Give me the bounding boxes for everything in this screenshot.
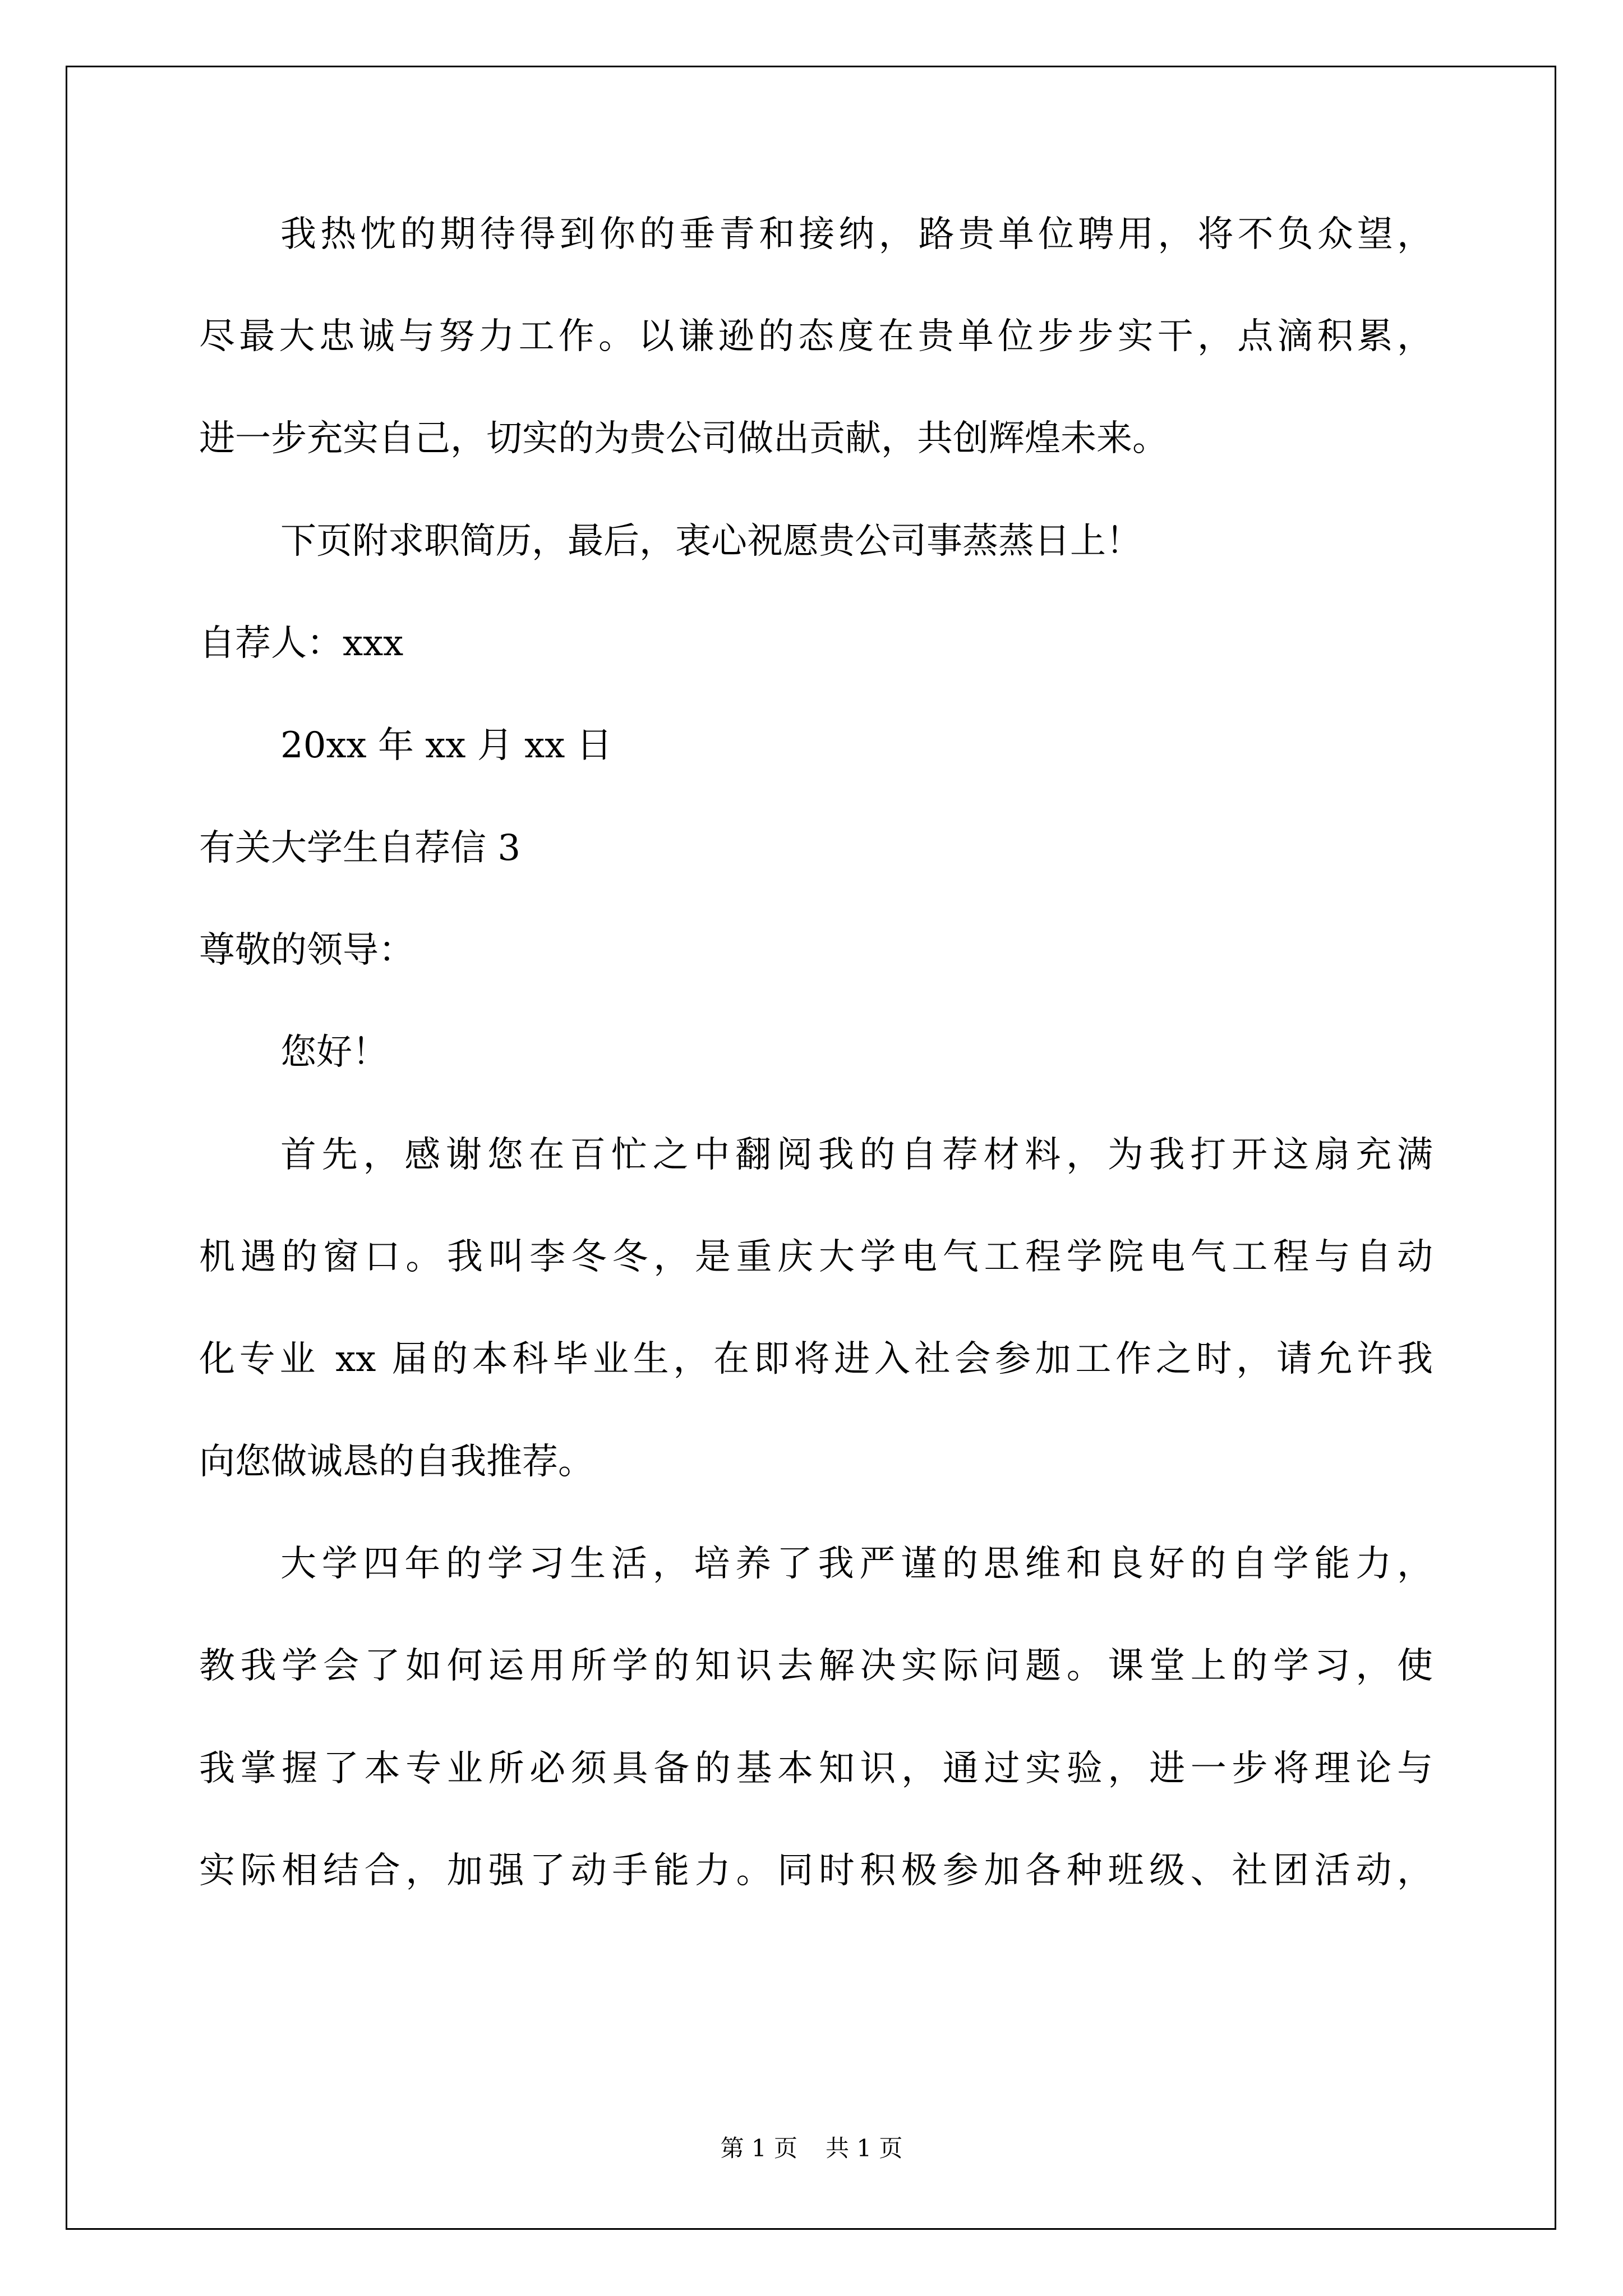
paragraph-line: 我掌握了本专业所必须具备的基本知识，通过实验，进一步将理论与 xyxy=(199,1748,1433,1789)
salutation: 尊敬的领导： xyxy=(199,930,414,971)
page-footer xyxy=(0,2134,1623,2162)
paragraph-line: 向您做诚恳的自我推荐。 xyxy=(199,1441,594,1483)
paragraph-line: 尽最大忠诚与努力工作。以谦逊的态度在贵单位步步实干，点滴积累， xyxy=(199,316,1433,357)
paragraph-line: 实际相结合，加强了动手能力。同时积极参加各种班级、社团活动， xyxy=(199,1850,1433,1892)
signer-line: 自荐人：xxx xyxy=(199,623,404,664)
page-number-total: 共 1 页 xyxy=(826,2134,903,2162)
paragraph-line: 大学四年的学习生活，培养了我严谨的思维和良好的自学能力， xyxy=(280,1543,1433,1585)
paragraph-line: 首先，感谢您在百忙之中翻阅我的自荐材料，为我打开这扇充满 xyxy=(280,1134,1433,1176)
paragraph-line: 进一步充实自己，切实的为贵公司做出贡献，共创辉煌未来。 xyxy=(199,418,1168,459)
paragraph-line: 下页附求职简历，最后，衷心祝愿贵公司事蒸蒸日上！ xyxy=(280,521,1142,562)
greeting: 您好！ xyxy=(280,1032,388,1073)
page-number-current: 第 1 页 xyxy=(720,2134,797,2162)
paragraph-line: 化专业 xx 届的本科毕业生，在即将进入社会参加工作之时，请允许我 xyxy=(199,1338,1433,1380)
paragraph-line: 我热忱的期待得到你的垂青和接纳，路贵单位聘用，将不负众望， xyxy=(280,214,1433,255)
date-line: 20xx 年 xx 月 xx 日 xyxy=(280,725,612,766)
paragraph-line: 教我学会了如何运用所学的知识去解决实际问题。课堂上的学习，使 xyxy=(199,1645,1433,1687)
section-heading: 有关大学生自荐信 3 xyxy=(199,827,521,869)
paragraph-line: 机遇的窗口。我叫李冬冬，是重庆大学电气工程学院电气工程与自动 xyxy=(199,1236,1433,1278)
